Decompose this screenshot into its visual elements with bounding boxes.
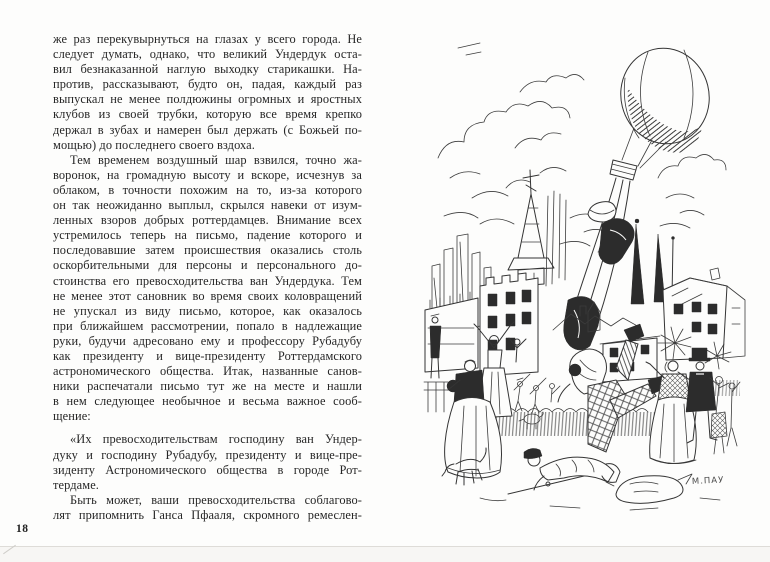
ground-strokes (480, 498, 720, 510)
text-line: вил безнаказанной наглую выходку старикашки. На- (53, 62, 362, 77)
text-line: ленных взоров добрых роттердамцев. Внимание всех (53, 213, 362, 228)
text-line: стоинства его превосходительства ван Ундердука. Тем (53, 273, 362, 288)
text-line: Тем временем воздушный шар взвился, точно жа- (70, 152, 362, 167)
text-line: облаком, в точности похожим на то, из-за которого (53, 182, 362, 197)
goose-bundle (606, 474, 692, 503)
text-line: не упускал из виду письмо, которое, как оказалось (53, 303, 362, 318)
paragraph (53, 432, 362, 492)
text-line: руки, будучи адресовано ему и профессору Рубадубу (53, 333, 362, 348)
paragraph (53, 153, 362, 425)
text-line: тердаме. (53, 477, 99, 492)
text-line: же раз перекувырнуться на глазах у всего города. Не (53, 32, 362, 46)
text-line: не менее этот сановник во время своих коловращений (53, 288, 362, 303)
text-line: как президенту и вице-президенту Роттердамского (53, 348, 362, 363)
text-line: дуку и господину Рубадубу, президенту и вице-пре- (53, 447, 362, 462)
illustrator-signature: М.ПАУ (691, 475, 725, 487)
text-line: лят припомнить Ганса Пфааля, скромного ремеслен- (53, 507, 362, 522)
paragraph (53, 493, 362, 523)
text-line: клубов из своей трубки, которую все время крепко (53, 107, 362, 122)
falling-objects (546, 191, 634, 350)
text-line: против, рассказывают, будто он, падая, каждый раз (53, 77, 362, 92)
text-line: устремилось теперь на письмо, падение которого и (53, 228, 362, 243)
fallen-man (508, 448, 620, 494)
text-line: «Их превосходительствам господину ван Ундер- (70, 432, 362, 447)
text-line: при ближайшем рассмотрении, попало в надлежащие (53, 318, 362, 333)
text-line: зиденту Астрономического общества в городе Рот- (53, 462, 362, 477)
text-line: астрономического общества. Итак, названные санов- (53, 364, 362, 379)
text-line: в нем следующее необычное и весьма важное сооб- (53, 394, 362, 409)
text-line: следует думать, однако, что великий Ундердук оста- (53, 47, 362, 62)
text-line: последовавшие затем происшествия оказались столь (53, 243, 362, 258)
text-line: Быть может, ваши превосходительства соблагово- (70, 492, 362, 507)
text-line: оскорбительными для персоны и персонального до- (53, 258, 362, 273)
text-line: держал в зубах и намерен был держать (с Божьей по- (53, 122, 362, 137)
page-bottom-edge (0, 546, 770, 562)
text-line: воронок, на громадную высоту и вскоре, исчезнув за (53, 167, 362, 182)
balloon-illustration (420, 28, 755, 518)
page-number: 18 (16, 523, 29, 535)
text-line: он так неожиданно выплыл, скрылся навеки от изум- (53, 198, 362, 213)
paragraph (53, 32, 362, 153)
text-line: мощью) до последнего своего вздоха. (53, 137, 255, 152)
text-line: выпускал не менее полдюжины огромных и яростных (53, 92, 362, 107)
body-text-block (53, 32, 362, 523)
text-line: ники распечатали письмо тут же на месте и нашли (53, 379, 362, 394)
text-line: щение: (53, 409, 91, 424)
